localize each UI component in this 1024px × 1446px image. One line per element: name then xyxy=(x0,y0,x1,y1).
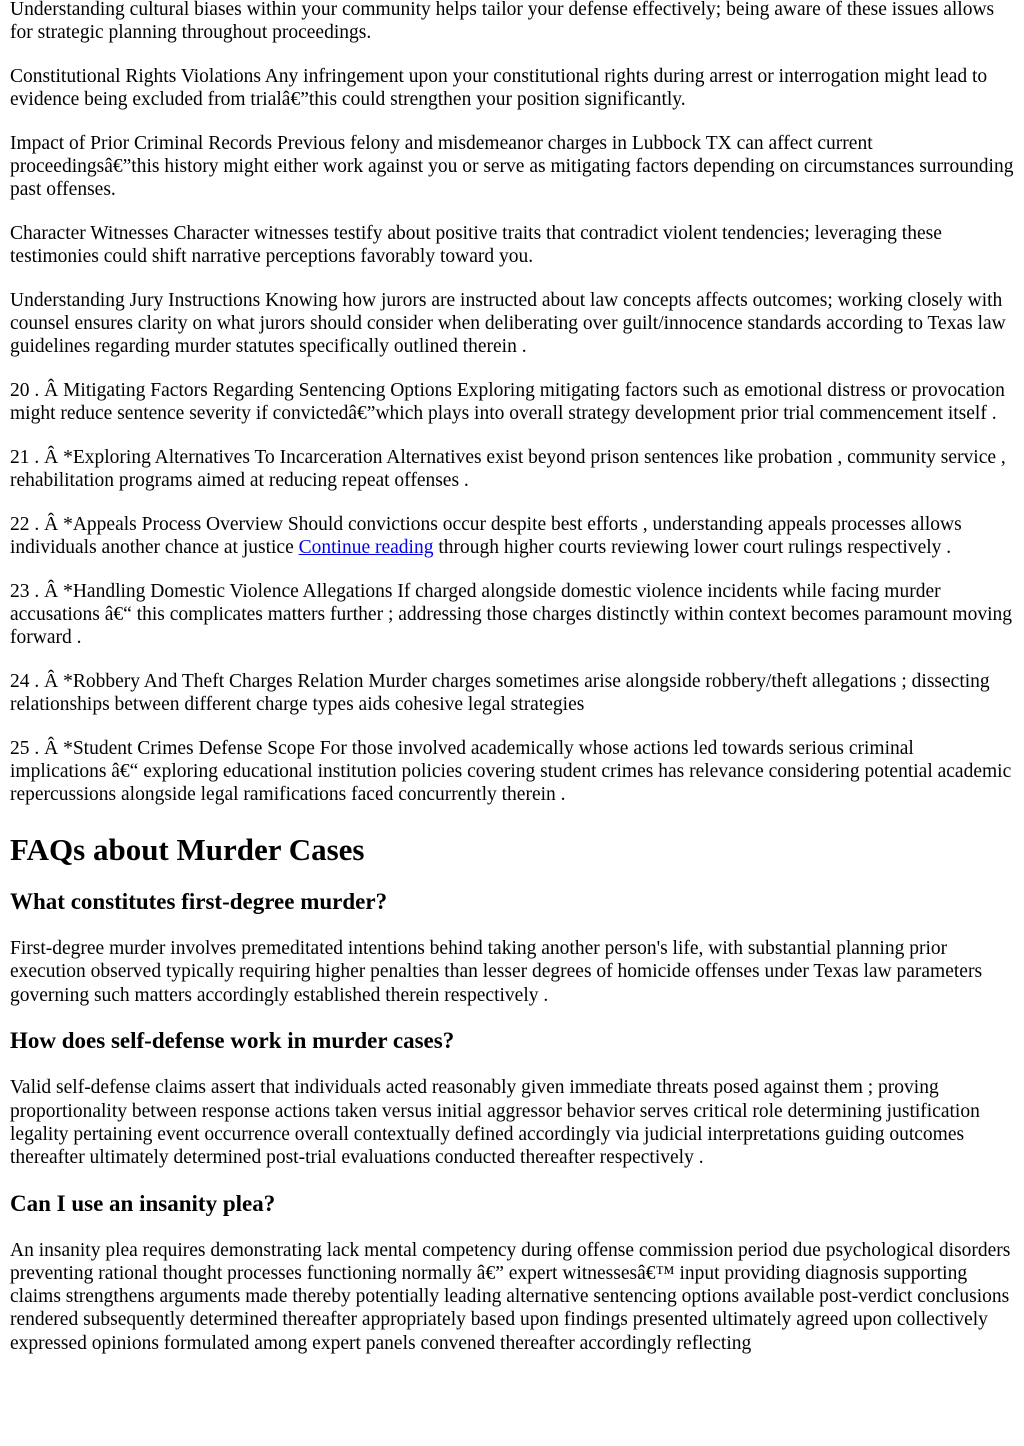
list-item-21-alternatives: 21 . Â *Exploring Alternatives To Incarceration Alternatives exist beyond prison sentences like probation , community service , rehabilitation programs aimed at reducing repeat offenses . xyxy=(10,446,1006,492)
faq-answer-self-defense: Valid self-defense claims assert that individuals acted reasonably given immediate threats posed against them ; proving proportionality between response actions taken versus initial aggressor behavior serves critical role determining justification legality pertaining event occurrence overall contextually defined accordingly via judicial interpretations guiding outcomes thereafter ultimately determined post-trial evaluations conducted thereafter respectively . xyxy=(10,1077,980,1168)
faq-heading: FAQs about Murder Cases xyxy=(10,832,365,868)
faq-answer-first-degree: First-degree murder involves premeditated intentions behind taking another person's life, with substantial planning prior execution observed typically requiring higher penalties than lesser degrees of homicide offenses under Texas law parameters governing such matters accordingly established therein respectively . xyxy=(10,938,983,1006)
list-item-25-student-crimes: 25 . Â *Student Crimes Defense Scope For those involved academically whose actions led towards serious criminal implications â€“ exploring educational institution policies covering student crimes has relevance considering potential academic repercussions alongside legal ramifications faced concurrently therein . xyxy=(10,737,1012,806)
continue-reading-link[interactable]: Continue reading xyxy=(298,536,434,558)
paragraph-constitutional-rights: Constitutional Rights Violations Any infringement upon your constitutional rights during arrest or interrogation might lead to evidence being excluded from trialâ€”this could strengthen your position significantly. xyxy=(10,65,988,111)
appeals-text-before: 22 . Â *Appeals Process Overview Should convictions occur despite best efforts , understanding appeals processes allows individuals another chance at justice xyxy=(10,513,962,558)
appeals-text-after: through higher courts reviewing lower court rulings respectively . xyxy=(433,536,952,558)
faq-question-insanity-plea: Can I use an insanity plea? xyxy=(10,1190,276,1216)
list-item-22-appeals xyxy=(10,513,1014,559)
paragraph-character-witnesses: Character Witnesses Character witnesses testify about positive traits that contradict violent tendencies; leveraging these testimonies could shift narrative perceptions favorably toward you. xyxy=(10,222,942,268)
list-item-20-mitigating-factors: 20 . Â Mitigating Factors Regarding Sentencing Options Exploring mitigating factors such as emotional distress or provocation might reduce sentence severity if convictedâ€”which plays into overall strategy development prior trial commencement itself . xyxy=(10,379,1005,425)
list-item-23-domestic-violence: 23 . Â *Handling Domestic Violence Allegations If charged alongside domestic violence incidents while facing murder accusations â€“ this complicates matters further ; addressing those charges distinctly within context becomes paramount moving forward . xyxy=(10,580,1013,649)
list-item-24-robbery-theft: 24 . Â *Robbery And Theft Charges Relation Murder charges sometimes arise alongside robbery/theft allegations ; dissecting relationships between different charge types aids cohesive legal strategies xyxy=(10,670,990,715)
faq-question-first-degree: What constitutes first-degree murder? xyxy=(10,889,388,915)
paragraph-cultural-biases: Understanding cultural biases within your community helps tailor your defense effectively; being aware of these issues allows for strategic planning throughout proceedings. xyxy=(10,0,995,44)
faq-question-self-defense: How does self-defense work in murder cases? xyxy=(10,1028,455,1054)
paragraph-jury-instructions: Understanding Jury Instructions Knowing how jurors are instructed about law concepts affects outcomes; working closely with counsel ensures clarity on what jurors should consider when deliberating over guilt/innocence standards according to Texas law guidelines regarding murder statutes specifically outlined therein . xyxy=(10,289,1006,358)
paragraph-prior-records: Impact of Prior Criminal Records Previous felony and misdemeanor charges in Lubbock TX can affect current proceedingsâ€”this history might either work against you or serve as mitigating factors depending on circumstances surrounding past offenses. xyxy=(10,132,1014,201)
faq-answer-insanity-plea: An insanity plea requires demonstrating lack mental competency during offense commission period due psychological disorders preventing rational thought processes functioning normally â€” expert witnessesâ€™ input providing diagnosis supporting claims strengthens arguments made thereby potentially leading alternative sentencing options available post-verdict conclusions rendered subsequently determined thereafter appropriately based upon findings presented ultimately agreed upon collectively expressed opinions formulated among expert panels convened thereafter accordingly reflecting xyxy=(10,1239,1011,1354)
